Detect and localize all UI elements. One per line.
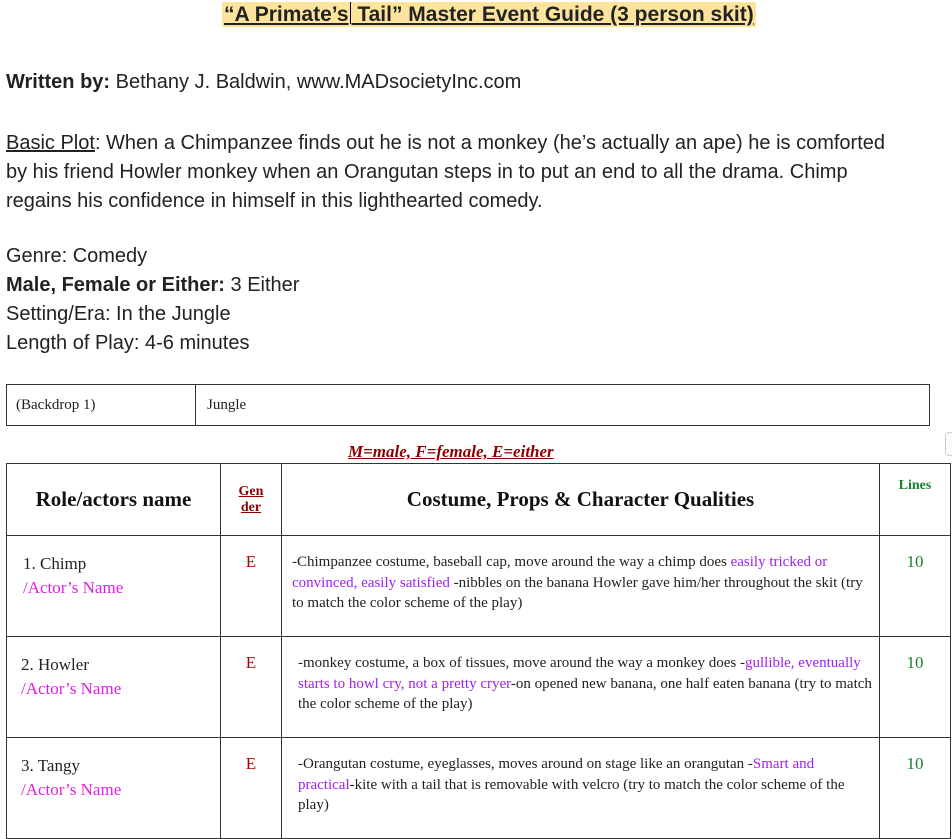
props-text: -on opened new banana, one half eaten banana (try to match the color scheme of the play) bbox=[298, 675, 872, 712]
header-gender-b: der bbox=[240, 499, 262, 515]
table-row bbox=[7, 637, 951, 738]
table-row bbox=[7, 536, 951, 637]
comment-margin-handle[interactable] bbox=[945, 432, 952, 456]
setting-line: Setting/Era: In the Jungle bbox=[6, 303, 231, 325]
text-cursor bbox=[350, 2, 351, 24]
actor-name-placeholder[interactable]: /Actor’s Name bbox=[21, 679, 122, 698]
backdrop-label: (Backdrop 1) bbox=[7, 385, 196, 425]
backdrop-table bbox=[6, 384, 930, 426]
table-row bbox=[7, 738, 951, 839]
written-by-line bbox=[6, 68, 521, 97]
basic-plot-paragraph bbox=[6, 129, 906, 216]
document-title bbox=[222, 2, 756, 27]
lines-cell: 10 bbox=[880, 536, 951, 637]
header-gender bbox=[221, 464, 282, 536]
costume-text: -monkey costume, a box of tissues, move around the way a monkey does - bbox=[298, 655, 745, 671]
character-qualities: gullible, eventually starts to howl cry, not a pretty cryer bbox=[298, 655, 861, 692]
role-name: Tangy bbox=[37, 756, 80, 775]
actor-name-placeholder[interactable]: /Actor’s Name bbox=[23, 578, 124, 597]
role-number: 3. bbox=[21, 756, 34, 775]
props-text: -nibbles on the banana Howler gave him/her throughout the skit (try to match the color scheme of the play) bbox=[292, 574, 863, 611]
gender-cell: E bbox=[221, 536, 282, 637]
gender-cell: E bbox=[221, 637, 282, 738]
role-number: 2. bbox=[21, 655, 34, 674]
role-cell bbox=[7, 738, 221, 839]
basic-plot-text: : When a Chimpanzee finds out he is not a monkey (he’s actually an ape) he is comforted by his friend Howler monkey when an Orangutan steps in to put an end to all the drama. Chimp regains his confidence in himself in this lighthearted comedy. bbox=[6, 132, 885, 212]
gender-cell: E bbox=[221, 738, 282, 839]
title-part-2: Tail” Master Event Guide (3 person skit) bbox=[351, 3, 754, 26]
role-name: Howler bbox=[38, 655, 89, 674]
written-by-value: Bethany J. Baldwin, www.MADsocietyInc.com bbox=[110, 71, 522, 93]
gender-line bbox=[6, 271, 299, 300]
header-costume: Costume, Props & Character Qualities bbox=[282, 464, 880, 536]
lines-cell: 10 bbox=[880, 637, 951, 738]
length-line: Length of Play: 4-6 minutes bbox=[6, 332, 250, 354]
gender-label: Male, Female or Either: bbox=[6, 274, 225, 296]
role-cell bbox=[7, 637, 221, 738]
costume-cell bbox=[282, 738, 880, 839]
role-number: 1. bbox=[23, 554, 36, 573]
backdrop-value: Jungle bbox=[207, 397, 247, 413]
gender-value: 3 Either bbox=[224, 274, 300, 296]
role-cell bbox=[7, 536, 221, 637]
lines-cell: 10 bbox=[880, 738, 951, 839]
written-by-label: Written by: bbox=[6, 71, 111, 93]
costume-cell bbox=[282, 637, 880, 738]
genre-line: Genre: Comedy bbox=[6, 245, 148, 267]
actor-name-placeholder[interactable]: /Actor’s Name bbox=[21, 780, 122, 799]
title-part-1: “A Primate’s bbox=[224, 3, 349, 26]
character-qualities: Smart and practical bbox=[298, 756, 815, 793]
role-name: Chimp bbox=[40, 554, 87, 573]
costume-cell bbox=[282, 536, 880, 637]
header-gender-a: Gen bbox=[238, 483, 264, 499]
costume-text: -Orangutan costume, eyeglasses, moves around on stage like an orangutan - bbox=[298, 756, 753, 772]
gender-legend: M=male, F=female, E=either bbox=[348, 442, 554, 461]
header-lines: Lines bbox=[880, 464, 951, 536]
costume-text: -Chimpanzee costume, baseball cap, move around the way a chimp does bbox=[292, 554, 731, 570]
character-qualities: easily tricked or convinced, easily satisfied bbox=[292, 554, 828, 591]
basic-plot-label: Basic Plot bbox=[6, 132, 95, 154]
table-header-row bbox=[7, 464, 951, 536]
play-meta bbox=[6, 242, 299, 358]
props-text: -kite with a tail that is removable with velcro (try to match the color scheme of the play) bbox=[298, 776, 845, 813]
roles-table bbox=[6, 463, 951, 839]
header-role: Role/actors name bbox=[7, 464, 221, 536]
